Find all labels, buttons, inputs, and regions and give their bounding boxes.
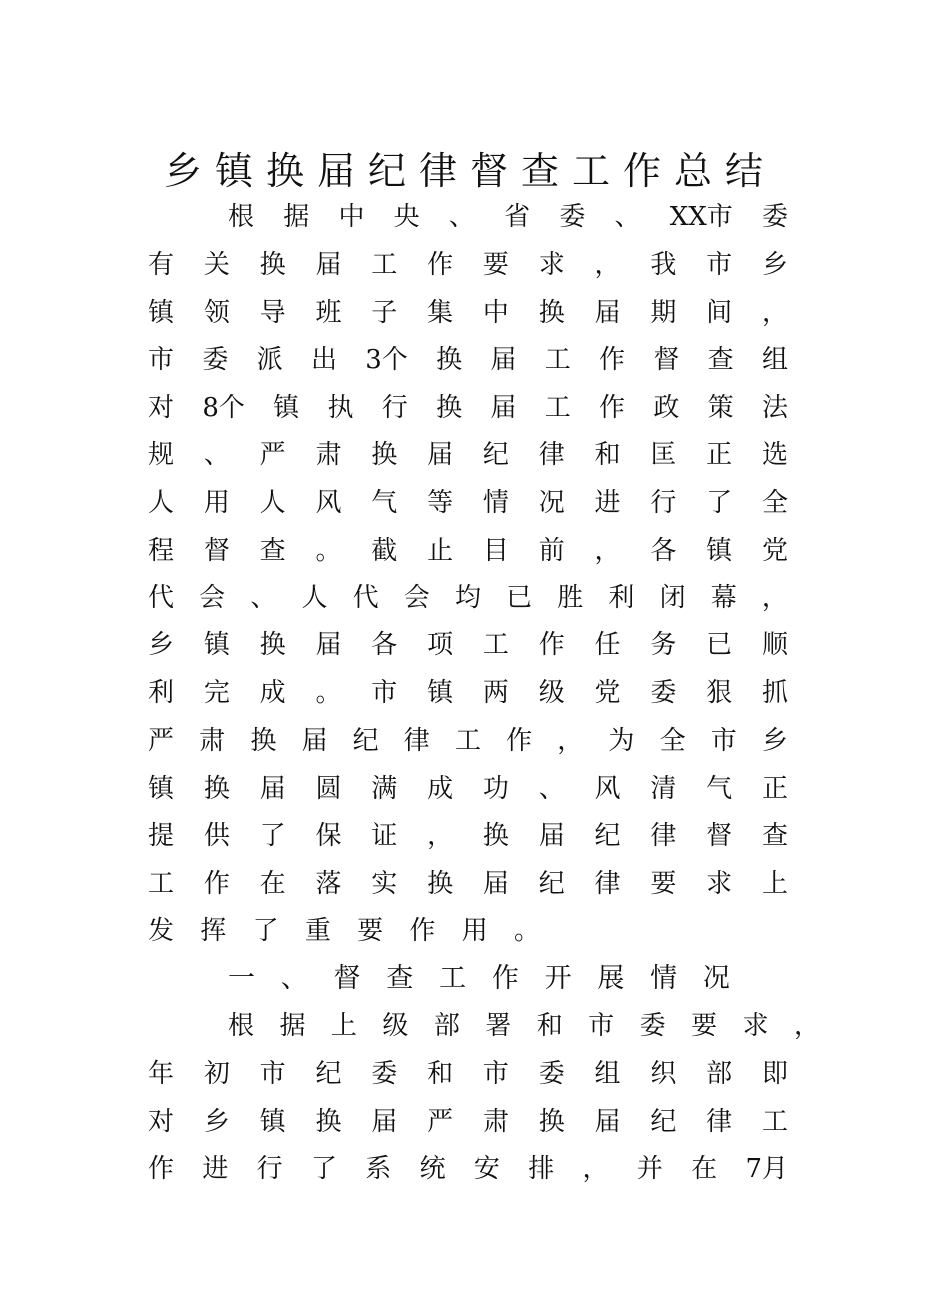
glyph: 统	[419, 1154, 446, 1184]
paragraph-line	[148, 908, 788, 955]
glyph: 。	[315, 678, 342, 708]
glyph: 已	[706, 630, 733, 660]
glyph: 纪	[315, 1059, 342, 1089]
glyph: 功	[482, 774, 509, 804]
glyph: 正	[761, 774, 788, 804]
glyph: 纪	[594, 821, 621, 851]
glyph: 镇	[259, 1107, 286, 1137]
glyph: 人	[148, 488, 175, 518]
glyph: 了	[706, 488, 733, 518]
glyph: 纪	[650, 1107, 677, 1137]
glyph: 实	[371, 869, 398, 899]
glyph: 在	[259, 869, 286, 899]
glyph: 作	[203, 869, 230, 899]
line-text	[148, 908, 540, 955]
glyph: 情	[650, 963, 678, 994]
glyph: 、	[448, 202, 475, 232]
glyph: 署	[485, 1011, 512, 1041]
glyph: 全	[659, 726, 686, 756]
glyph: 间	[706, 298, 733, 328]
glyph: 提	[148, 821, 175, 851]
glyph: 落	[315, 869, 342, 899]
glyph: 市	[710, 726, 737, 756]
glyph: 对	[148, 393, 175, 423]
glyph: 、	[538, 774, 565, 804]
glyph: 工	[439, 963, 467, 994]
line-text	[148, 194, 788, 241]
line-text	[148, 1051, 788, 1098]
glyph: 进	[202, 1154, 229, 1184]
glyph: 党	[761, 536, 788, 566]
glyph: 人	[259, 488, 286, 518]
glyph: 完	[203, 678, 230, 708]
paragraph-line	[148, 813, 788, 860]
glyph: 年	[148, 1059, 175, 1089]
glyph: 为	[608, 726, 635, 756]
glyph: 止	[427, 536, 454, 566]
glyph: 换	[538, 1107, 565, 1137]
glyph: 各	[371, 630, 398, 660]
glyph: 部	[433, 1011, 460, 1041]
glyph: 会	[199, 583, 226, 613]
glyph: ，	[761, 298, 788, 328]
glyph: 已	[506, 583, 533, 613]
glyph: 各	[650, 536, 677, 566]
glyph: 气	[371, 488, 398, 518]
glyph: 顺	[761, 630, 788, 660]
glyph: 律	[706, 1107, 733, 1137]
glyph: 市	[371, 678, 398, 708]
glyph: 程	[148, 536, 175, 566]
paragraph-line	[148, 480, 788, 527]
paragraph-line	[148, 1099, 788, 1146]
glyph: 要	[650, 869, 677, 899]
glyph: 市	[588, 1011, 615, 1041]
glyph: ，	[594, 250, 621, 280]
glyph: 据	[279, 1011, 306, 1041]
glyph: 执	[327, 393, 354, 423]
glyph: 届	[259, 774, 286, 804]
glyph: 集	[427, 298, 454, 328]
glyph: 初	[203, 1059, 230, 1089]
line-text	[148, 813, 788, 860]
glyph: 换	[203, 774, 230, 804]
glyph: 换	[482, 821, 509, 851]
line-text	[148, 766, 788, 813]
glyph: 根	[228, 202, 255, 232]
line-text	[148, 861, 788, 908]
glyph: 届	[490, 345, 517, 375]
glyph: 即	[761, 1059, 788, 1089]
paragraph-line	[148, 194, 788, 241]
line-text	[148, 290, 788, 337]
glyph: 中	[338, 202, 365, 232]
glyph: 作	[148, 1154, 175, 1184]
glyph: 规	[148, 440, 175, 470]
glyph: 肃	[482, 1107, 509, 1137]
glyph: 届	[482, 869, 509, 899]
glyph: 市	[482, 1059, 509, 1089]
glyph: 镇	[427, 678, 454, 708]
line-text	[148, 385, 788, 432]
glyph: 届	[490, 393, 517, 423]
paragraph-line	[148, 622, 788, 669]
glyph: 查	[259, 536, 286, 566]
glyph: 届	[594, 1107, 621, 1137]
glyph: 市	[148, 345, 175, 375]
glyph: 要	[482, 250, 509, 280]
glyph: 、	[614, 202, 641, 232]
glyph: ，	[594, 536, 621, 566]
glyph: 要	[357, 916, 384, 946]
glyph: 督	[333, 963, 361, 994]
glyph: 前	[538, 536, 565, 566]
glyph: 届	[594, 298, 621, 328]
glyph: 正	[706, 440, 733, 470]
glyph: XX市	[669, 202, 733, 232]
glyph: 查	[761, 821, 788, 851]
glyph: 挥	[200, 916, 227, 946]
glyph: ，	[761, 583, 788, 613]
glyph: 用	[461, 916, 488, 946]
line-text	[148, 242, 788, 289]
glyph: 况	[538, 488, 565, 518]
paragraph-line	[148, 718, 788, 765]
glyph: 成	[259, 678, 286, 708]
glyph: 求	[706, 869, 733, 899]
glyph: 乡	[761, 250, 788, 280]
glyph: 、	[250, 583, 277, 613]
paragraph-line	[148, 1051, 788, 1098]
glyph: 代	[148, 583, 175, 613]
paragraph-line	[148, 432, 788, 479]
glyph: 委	[371, 1059, 398, 1089]
line-text	[148, 670, 788, 717]
glyph: 级	[538, 678, 565, 708]
glyph: 有	[148, 250, 175, 280]
glyph: 委	[538, 1059, 565, 1089]
glyph: 、	[203, 440, 230, 470]
glyph: 督	[203, 536, 230, 566]
glyph: 工	[454, 726, 481, 756]
glyph: 利	[148, 678, 175, 708]
glyph: 根	[228, 1011, 255, 1041]
glyph: 届	[315, 630, 342, 660]
glyph: 策	[707, 393, 734, 423]
glyph: 镇	[273, 393, 300, 423]
glyph: 、	[280, 963, 308, 994]
paragraph-line	[148, 528, 788, 575]
glyph: 委	[639, 1011, 666, 1041]
glyph: 供	[203, 821, 230, 851]
glyph: 上	[761, 869, 788, 899]
glyph: 严	[427, 1107, 454, 1137]
paragraph-line	[148, 242, 788, 289]
paragraph-line	[148, 1146, 788, 1193]
glyph: 展	[597, 963, 625, 994]
glyph: 风	[315, 488, 342, 518]
glyph: 闭	[659, 583, 686, 613]
glyph: 和	[427, 1059, 454, 1089]
glyph: 风	[594, 774, 621, 804]
glyph: 工	[544, 345, 571, 375]
glyph: 和	[594, 440, 621, 470]
line-text	[148, 1099, 788, 1146]
paragraph-line	[148, 670, 788, 717]
glyph: 人	[301, 583, 328, 613]
glyph: 作	[599, 393, 626, 423]
paragraph-line	[148, 337, 788, 384]
glyph: 严	[259, 440, 286, 470]
glyph: 乡	[148, 630, 175, 660]
glyph: 安	[473, 1154, 500, 1184]
glyph: 律	[403, 726, 430, 756]
glyph: 部	[706, 1059, 733, 1089]
section-heading	[200, 955, 760, 1003]
glyph: 务	[650, 630, 677, 660]
glyph: 镇	[148, 298, 175, 328]
glyph: 纪	[538, 869, 565, 899]
glyph: ，	[427, 821, 454, 851]
glyph: ，	[793, 1011, 820, 1041]
glyph: 任	[594, 630, 621, 660]
glyph: 选	[761, 440, 788, 470]
glyph: 。	[315, 536, 342, 566]
glyph: 纪	[482, 440, 509, 470]
glyph: 8个	[202, 393, 245, 423]
glyph: 作	[409, 916, 436, 946]
glyph: 领	[203, 298, 230, 328]
glyph: 作	[427, 250, 454, 280]
glyph: 重	[304, 916, 331, 946]
glyph: 子	[371, 298, 398, 328]
line-text	[148, 1003, 820, 1050]
glyph: 利	[608, 583, 635, 613]
glyph: 作	[538, 630, 565, 660]
paragraph-line	[148, 385, 788, 432]
glyph: 换	[315, 1107, 342, 1137]
glyph: ，	[582, 1154, 609, 1184]
glyph: 届	[371, 1107, 398, 1137]
glyph: 换	[259, 630, 286, 660]
glyph: 作	[491, 963, 519, 994]
glyph: 了	[310, 1154, 337, 1184]
glyph: 况	[702, 963, 730, 994]
glyph: 等	[427, 488, 454, 518]
glyph: 求	[538, 250, 565, 280]
glyph: 用	[203, 488, 230, 518]
glyph: 查	[707, 345, 734, 375]
glyph: 换	[250, 726, 277, 756]
glyph: 导	[259, 298, 286, 328]
glyph: 气	[706, 774, 733, 804]
glyph: 央	[393, 202, 420, 232]
glyph: 委	[650, 678, 677, 708]
glyph: ，	[557, 726, 584, 756]
glyph: 排	[528, 1154, 555, 1184]
glyph: 幕	[710, 583, 737, 613]
glyph: 系	[365, 1154, 392, 1184]
glyph: 行	[650, 488, 677, 518]
glyph: 届	[301, 726, 328, 756]
glyph: 工	[148, 869, 175, 899]
glyph: 工	[482, 630, 509, 660]
glyph: 督	[706, 821, 733, 851]
glyph: 乡	[203, 1107, 230, 1137]
glyph: 律	[650, 821, 677, 851]
paragraph-line	[148, 575, 788, 622]
glyph: 一	[228, 963, 255, 994]
paragraph-line	[148, 861, 788, 908]
glyph: 对	[148, 1107, 175, 1137]
glyph: 工	[544, 393, 571, 423]
glyph: 届	[538, 821, 565, 851]
document-title: 乡镇换届纪律督查工作总结	[163, 149, 776, 193]
line-text	[148, 1146, 788, 1193]
glyph: 均	[454, 583, 481, 613]
glyph: 行	[256, 1154, 283, 1184]
glyph: 市	[706, 250, 733, 280]
glyph: 委	[202, 345, 229, 375]
line-text	[148, 480, 788, 527]
glyph: 。	[513, 916, 540, 946]
glyph: 两	[482, 678, 509, 708]
glyph: 织	[650, 1059, 677, 1089]
line-text	[148, 528, 788, 575]
glyph: 代	[352, 583, 379, 613]
glyph: 发	[148, 916, 175, 946]
glyph: 肃	[199, 726, 226, 756]
glyph: 求	[742, 1011, 769, 1041]
glyph: 3个	[365, 345, 408, 375]
glyph: 行	[381, 393, 408, 423]
glyph: 截	[371, 536, 398, 566]
glyph: 律	[594, 869, 621, 899]
glyph: 组	[594, 1059, 621, 1089]
glyph: 法	[761, 393, 788, 423]
glyph: 政	[653, 393, 680, 423]
glyph: 委	[761, 202, 788, 232]
paragraph-line	[148, 1003, 820, 1050]
glyph: 进	[594, 488, 621, 518]
glyph: 狠	[706, 678, 733, 708]
line-text	[148, 575, 788, 622]
glyph: 换	[436, 345, 463, 375]
glyph: 关	[203, 250, 230, 280]
glyph: 班	[315, 298, 342, 328]
glyph: 届	[315, 250, 342, 280]
glyph: 抓	[761, 678, 788, 708]
glyph: 作	[599, 345, 626, 375]
glyph: 7月	[745, 1154, 788, 1184]
paragraph-line	[148, 766, 788, 813]
glyph: 作	[506, 726, 533, 756]
glyph: 纪	[352, 726, 379, 756]
glyph: 届	[427, 440, 454, 470]
glyph: 证	[371, 821, 398, 851]
line-text	[148, 622, 788, 669]
line-text	[148, 718, 788, 765]
glyph: 镇	[203, 630, 230, 660]
glyph: 全	[761, 488, 788, 518]
glyph: 成	[427, 774, 454, 804]
glyph: 我	[650, 250, 677, 280]
glyph: 组	[761, 345, 788, 375]
glyph: 保	[315, 821, 342, 851]
glyph: 要	[691, 1011, 718, 1041]
glyph: 圆	[315, 774, 342, 804]
glyph: 派	[256, 345, 283, 375]
glyph: 查	[386, 963, 414, 994]
glyph: 情	[482, 488, 509, 518]
glyph: 据	[283, 202, 310, 232]
line-text	[148, 337, 788, 384]
glyph: 换	[371, 440, 398, 470]
glyph: 胜	[557, 583, 584, 613]
glyph: 严	[148, 726, 175, 756]
glyph: 开	[544, 963, 572, 994]
glyph: 出	[310, 345, 337, 375]
glyph: 市	[259, 1059, 286, 1089]
glyph: 满	[371, 774, 398, 804]
glyph: 并	[636, 1154, 663, 1184]
glyph: 项	[427, 630, 454, 660]
glyph: 和	[536, 1011, 563, 1041]
glyph: 乡	[761, 726, 788, 756]
glyph: 匡	[650, 440, 677, 470]
glyph: 清	[650, 774, 677, 804]
glyph: 换	[538, 298, 565, 328]
glyph: 镇	[706, 536, 733, 566]
glyph: 委	[559, 202, 586, 232]
paragraph-line	[148, 290, 788, 337]
glyph: 上	[330, 1011, 357, 1041]
glyph: 换	[436, 393, 463, 423]
glyph: 工	[371, 250, 398, 280]
glyph: 会	[403, 583, 430, 613]
glyph: 在	[691, 1154, 718, 1184]
glyph: 镇	[148, 774, 175, 804]
glyph: 目	[482, 536, 509, 566]
glyph: 了	[252, 916, 279, 946]
glyph: 党	[594, 678, 621, 708]
glyph: 了	[259, 821, 286, 851]
glyph: 律	[538, 440, 565, 470]
glyph: 中	[482, 298, 509, 328]
glyph: 工	[761, 1107, 788, 1137]
line-text	[148, 432, 788, 479]
glyph: 肃	[315, 440, 342, 470]
heading-text	[200, 955, 730, 1003]
glyph: 换	[427, 869, 454, 899]
glyph: 期	[650, 298, 677, 328]
glyph: 级	[382, 1011, 409, 1041]
glyph: 省	[504, 202, 531, 232]
glyph: 换	[259, 250, 286, 280]
glyph: 督	[653, 345, 680, 375]
